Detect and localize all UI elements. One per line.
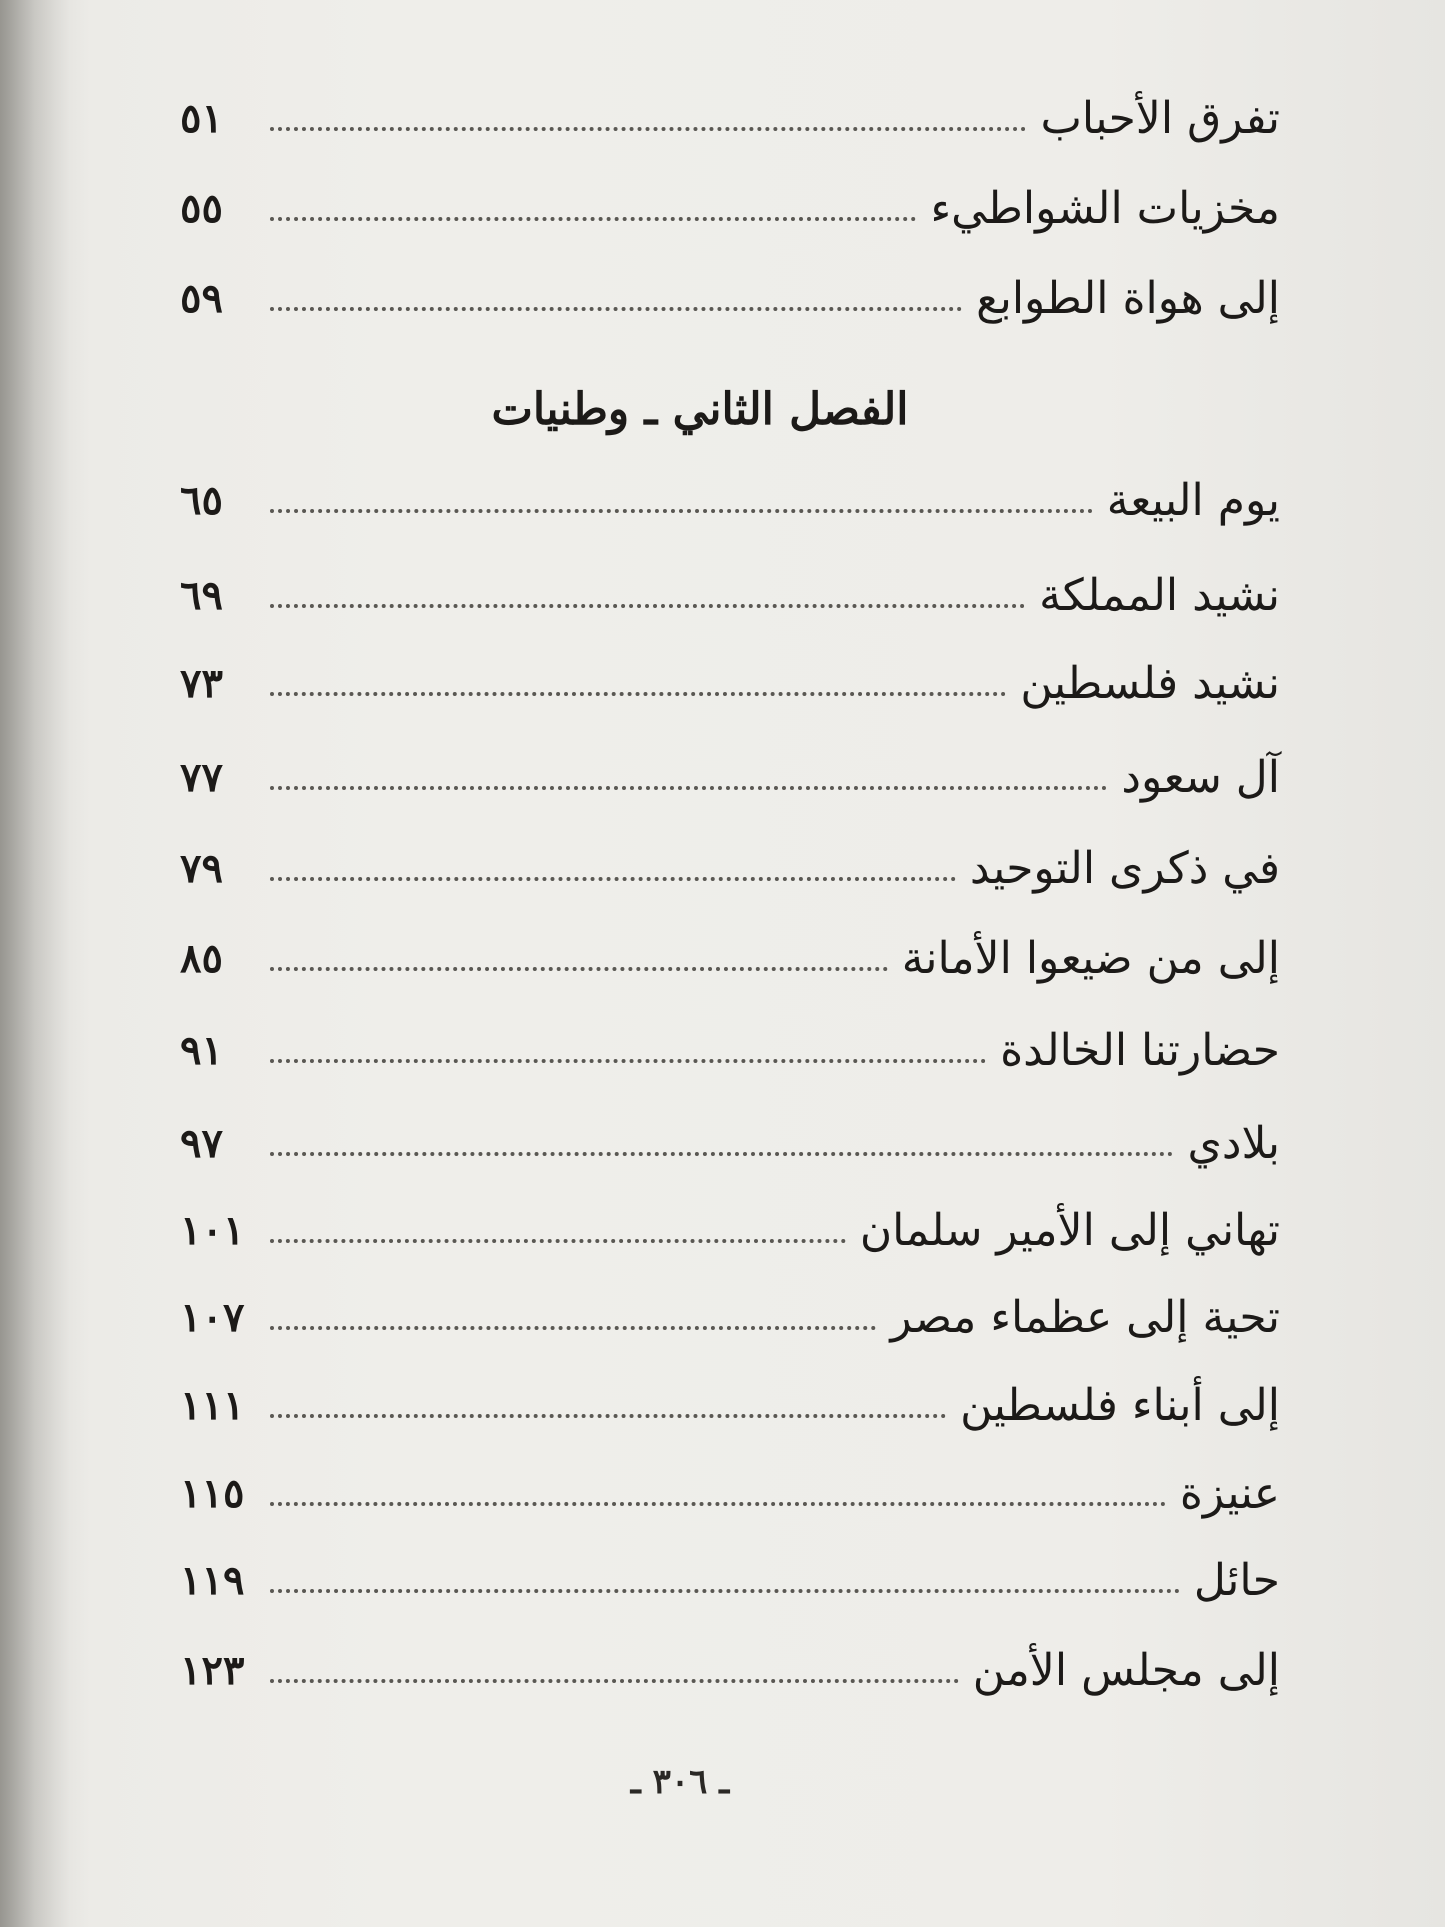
- toc-entry: [180, 555, 1280, 635]
- toc-entry-page: ٧٧: [180, 753, 223, 801]
- toc-leader-dots: [270, 127, 1026, 131]
- toc-entry-page: ١٢٣: [180, 1646, 245, 1694]
- toc-entry: [180, 168, 1280, 248]
- toc-entry-title: إلى مجلس الأمن: [972, 1644, 1280, 1696]
- toc-entry-title: تفرق الأحباب: [1040, 92, 1280, 144]
- toc-leader-dots: [270, 1414, 946, 1418]
- toc-entry-page: ٧٩: [180, 844, 223, 892]
- toc-entry-page: ٦٥: [180, 476, 223, 524]
- toc-entry-page: ٥١: [180, 94, 223, 142]
- toc-entry: [180, 78, 1280, 158]
- toc-leader-dots: [270, 1239, 846, 1243]
- toc-entry: [180, 918, 1280, 998]
- toc-leader-dots: [270, 307, 962, 311]
- toc-leader-dots: [270, 509, 1093, 513]
- toc-entry-title: تهاني إلى الأمير سلمان: [859, 1204, 1280, 1256]
- toc-entry-title: نشيد المملكة: [1039, 569, 1280, 621]
- toc-entry-page: ٩٧: [180, 1119, 223, 1167]
- toc-entry-title: حضارتنا الخالدة: [1000, 1024, 1280, 1076]
- toc-entry: [180, 258, 1280, 338]
- toc-leader-dots: [270, 1059, 986, 1063]
- toc-entry-page: ١١٩: [180, 1556, 245, 1604]
- toc-entry-title: في ذكرى التوحيد: [969, 842, 1280, 894]
- toc-leader-dots: [270, 1502, 1166, 1506]
- toc-entry-title: يوم البيعة: [1106, 474, 1280, 526]
- toc-leader-dots: [270, 877, 956, 881]
- toc-entry: [180, 737, 1280, 817]
- toc-entry-page: ٧٣: [180, 659, 223, 707]
- toc-entry-title: حائل: [1193, 1554, 1280, 1606]
- toc-entry: [180, 460, 1280, 540]
- toc-leader-dots: [270, 1679, 959, 1683]
- toc-leader-dots: [270, 1326, 876, 1330]
- toc-entry-page: ٨٥: [180, 934, 223, 982]
- toc-entry-title: تحية إلى عظماء مصر: [890, 1291, 1280, 1343]
- toc-entry: [180, 643, 1280, 723]
- toc-entry: [180, 1365, 1280, 1445]
- toc-entry-page: ٥٥: [180, 184, 223, 232]
- toc-entry-title: إلى من ضيعوا الأمانة: [901, 932, 1280, 984]
- toc-entry: [180, 1453, 1280, 1533]
- toc-leader-dots: [270, 217, 916, 221]
- toc-entry-title: آل سعود: [1121, 751, 1280, 803]
- chapter-heading: الفصل الثاني ـ وطنيات: [491, 384, 909, 435]
- toc-entry: [180, 828, 1280, 908]
- toc-entry: [180, 1277, 1280, 1357]
- toc-leader-dots: [270, 604, 1025, 608]
- toc-entry-page: ١١٥: [180, 1469, 245, 1517]
- toc-entry-title: إلى هواة الطوابع: [976, 272, 1280, 324]
- toc-entry-title: إلى أبناء فلسطين: [960, 1379, 1280, 1431]
- toc-leader-dots: [270, 1152, 1173, 1156]
- toc-leader-dots: [270, 786, 1107, 790]
- toc-leader-dots: [270, 692, 1006, 696]
- toc-entry: [180, 1190, 1280, 1270]
- page-number: ـ ٣٠٦ ـ: [630, 1762, 730, 1802]
- toc-entry-title: بلادي: [1187, 1117, 1280, 1169]
- toc-leader-dots: [270, 1589, 1180, 1593]
- spine-shadow: [0, 0, 70, 1927]
- toc-entry-page: ٥٩: [180, 274, 223, 322]
- toc-entry-title: عنيزة: [1179, 1467, 1280, 1519]
- toc-entry: [180, 1010, 1280, 1090]
- toc-entry-page: ٩١: [180, 1026, 223, 1074]
- toc-entry-title: نشيد فلسطين: [1020, 657, 1280, 709]
- toc-leader-dots: [270, 967, 888, 971]
- toc-entry-page: ١١١: [180, 1381, 245, 1429]
- toc-entry: [180, 1540, 1280, 1620]
- toc-entry-page: ١٠١: [180, 1206, 245, 1254]
- toc-entry-title: مخزيات الشواطيء: [930, 182, 1280, 234]
- toc-entry-page: ٦٩: [180, 571, 223, 619]
- toc-entry-page: ١٠٧: [180, 1293, 245, 1341]
- toc-entry: [180, 1103, 1280, 1183]
- toc-entry: [180, 1630, 1280, 1710]
